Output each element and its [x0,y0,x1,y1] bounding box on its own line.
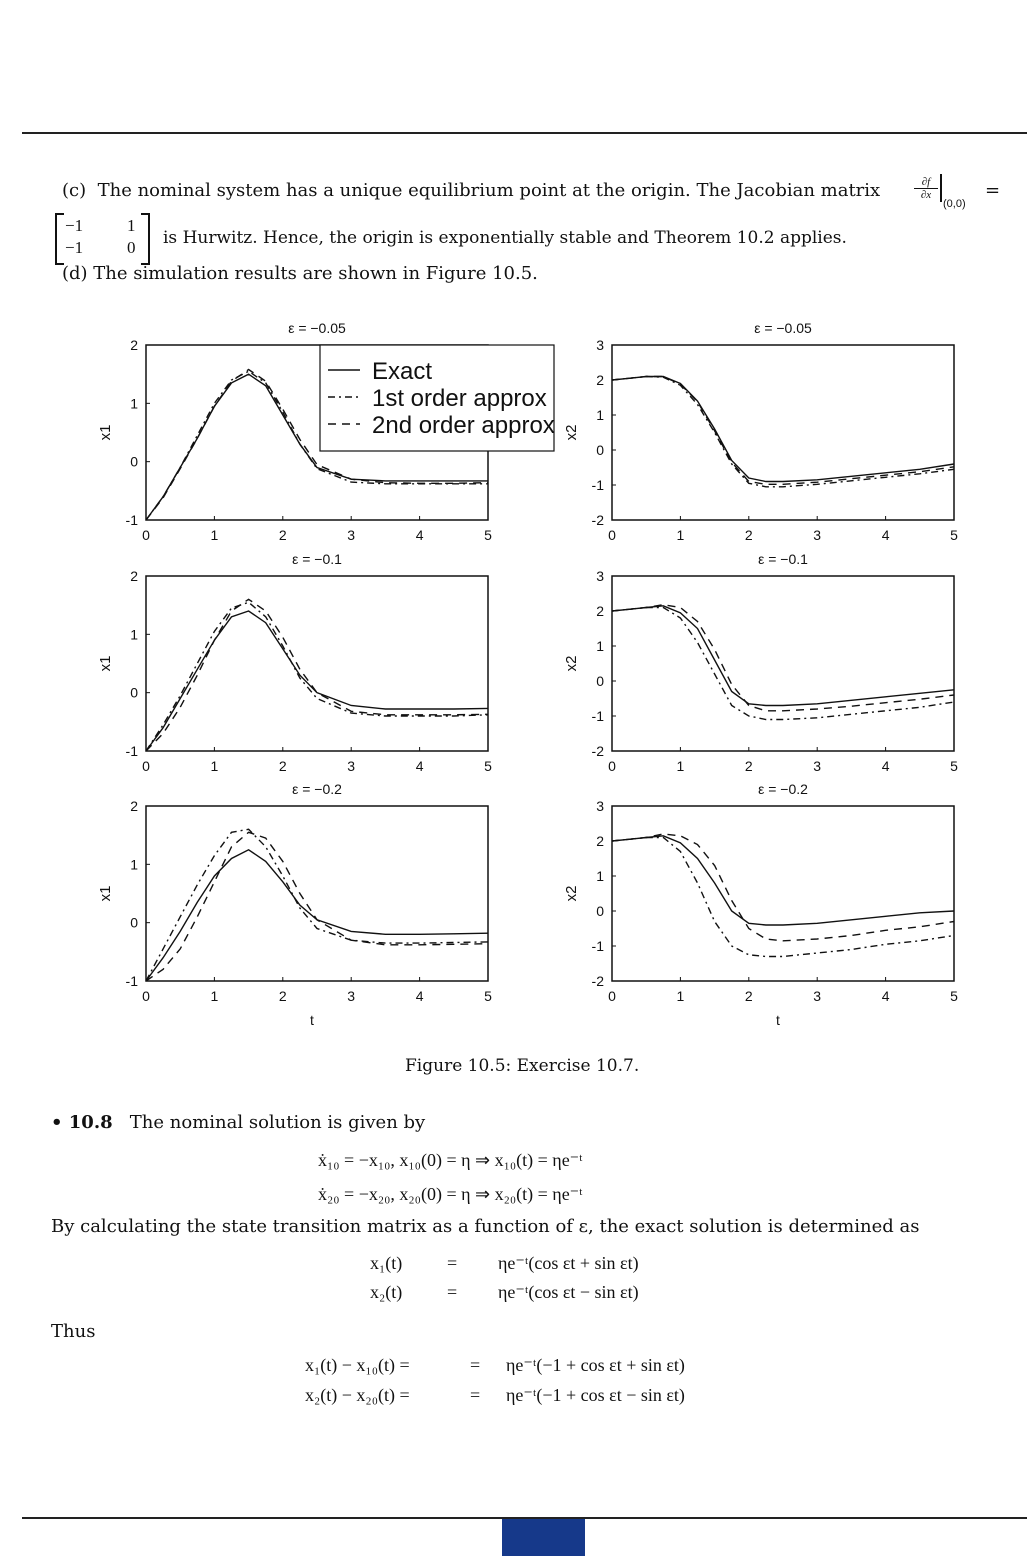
x-tick-label-r2c1-5: 5 [950,988,958,1004]
diff2-lhs: x₂(t) − x₂₀(t) = [305,1385,410,1405]
y-axis-label-r1c0: x1 [97,655,114,672]
x-tick-label-r1c0-2: 2 [278,758,287,774]
x-tick-label-r1c1-2: 2 [744,758,753,774]
jacobian-denominator: ∂x [920,189,932,201]
matrix-a22: 0 [127,238,136,257]
y-tick-label-r0c1-0: -2 [591,512,604,528]
legend-label-second: 2nd order approx [372,412,555,439]
y-tick-label-r0c0-0: -1 [125,512,138,528]
x-tick-label-r0c1-5: 5 [950,527,958,543]
y-tick-label-r1c1-2: 0 [596,673,604,689]
matrix-a21: −1 [65,238,84,257]
plot-title-r0c1: ε = −0.05 [754,320,812,336]
thus-text: Thus [51,1321,96,1342]
x-tick-label-r0c1-1: 1 [676,527,685,543]
y-axis-label-r0c0: x1 [97,424,114,441]
x-tick-label-r1c0-4: 4 [415,758,424,774]
x-tick-label-r0c1-0: 0 [608,527,616,543]
plot-frame-r1c0 [146,576,488,751]
series-line-second-r1c0 [146,599,488,751]
x-tick-label-r1c1-3: 3 [813,758,822,774]
series-line-exact-r1c0 [146,611,488,751]
x-tick-label-r1c1-4: 4 [881,758,890,774]
series-line-first-r2c1 [612,838,954,957]
x-tick-label-r2c1-0: 0 [608,988,616,1004]
series-line-second-r0c1 [612,377,954,485]
x-tick-label-r0c1-4: 4 [881,527,890,543]
x-tick-label-r2c1-4: 4 [881,988,890,1004]
x-axis-label-r2c1: t [776,1012,780,1028]
sol2-rhs: ηe⁻ᵗ(cos εt − sin εt) [498,1282,639,1302]
x-tick-label-r2c0-0: 0 [142,988,150,1004]
x-tick-label-r0c1-3: 3 [813,527,822,543]
matrix-a11: −1 [65,216,84,235]
figure-caption: Figure 10.5: Exercise 10.7. [405,1056,640,1076]
footer-page-box [502,1519,585,1556]
y-tick-label-r1c0-3: 2 [130,568,138,584]
state-transition-text: By calculating the state transition matrix as a function of ε, the exact solution is determined as [51,1216,920,1237]
x-tick-label-r1c0-1: 1 [210,758,219,774]
y-tick-label-r0c0-1: 0 [130,453,138,470]
x-tick-label-r1c1-0: 0 [608,758,616,774]
y-tick-label-r0c1-1: -1 [591,477,604,493]
x-tick-label-r2c0-3: 3 [347,988,356,1004]
y-tick-label-r2c1-1: -1 [591,938,604,954]
y-tick-label-r0c1-2: 0 [596,442,604,458]
x-tick-label-r2c1-3: 3 [813,988,822,1004]
y-tick-label-r1c1-1: -1 [591,708,604,724]
y-tick-label-r2c0-1: 0 [130,914,138,931]
legend-label-exact: Exact [372,358,433,385]
series-line-exact-r1c1 [612,606,954,706]
y-tick-label-r0c0-2: 1 [130,395,138,412]
jacobian-eval-point: (0,0) [943,198,966,210]
y-tick-label-r2c1-2: 0 [596,903,604,919]
sol1-eq: = [447,1253,458,1273]
plot-frame-r0c1 [612,345,954,520]
y-tick-label-r1c1-0: -2 [591,743,604,759]
y-tick-label-r0c1-4: 2 [596,372,604,388]
y-tick-label-r2c1-0: -2 [591,973,604,989]
x-tick-label-r0c0-5: 5 [484,527,492,543]
y-tick-label-r1c1-5: 3 [596,568,604,584]
y-tick-label-r2c0-2: 1 [130,856,138,873]
x-tick-label-r0c0-4: 4 [415,527,424,543]
exercise-label: • 10.8 [51,1112,113,1133]
plot-frame-r1c1 [612,576,954,751]
diff1-rhs: ηe⁻ᵗ(−1 + cos εt + sin εt) [506,1355,685,1375]
sol2-lhs: x₂(t) [370,1282,403,1302]
plot-title-r2c1: ε = −0.2 [758,781,808,797]
legend-label-first: 1st order approx [372,385,547,412]
x-tick-label-r2c1-1: 1 [676,988,685,1004]
y-axis-label-r2c0: x1 [97,885,114,902]
x-tick-label-r2c0-2: 2 [278,988,287,1004]
series-line-first-r2c0 [146,829,488,981]
y-tick-label-r2c0-3: 2 [130,798,138,814]
y-tick-label-r0c1-5: 3 [596,337,604,353]
y-tick-label-r0c1-3: 1 [596,407,604,423]
series-line-first-r0c1 [612,377,954,487]
y-tick-label-r1c0-0: -1 [125,743,138,759]
plot-frame-r2c1 [612,806,954,981]
series-line-exact-r2c1 [612,836,954,925]
x-tick-label-r0c0-1: 1 [210,527,219,543]
plot-frame-r2c0 [146,806,488,981]
y-tick-label-r2c0-0: -1 [125,973,138,989]
y-axis-label-r2c1: x2 [563,885,580,902]
diff1-lhs: x₁(t) − x₁₀(t) = [305,1355,410,1375]
y-tick-label-r1c1-4: 2 [596,603,604,619]
nominal-eq-2: ẋ₂₀ = −x₂₀, x₂₀(0) = η ⇒ x₂₀(t) = ηe⁻ᵗ [318,1184,583,1204]
x-tick-label-r2c0-4: 4 [415,988,424,1004]
part-c-text: The nominal system has a unique equilibrium point at the origin. The Jacobian matrix [97,180,881,201]
x-tick-label-r1c1-1: 1 [676,758,685,774]
plot-title-r0c0: ε = −0.05 [288,320,346,336]
x-tick-label-r0c1-2: 2 [744,527,753,543]
y-tick-label-r1c0-1: 0 [130,684,138,701]
diff2-rhs: ηe⁻ᵗ(−1 + cos εt − sin εt) [506,1385,685,1405]
exercise-10-8-header [51,1112,425,1134]
sol1-rhs: ηe⁻ᵗ(cos εt + sin εt) [498,1253,639,1273]
sol2-eq: = [447,1282,458,1302]
x-tick-label-r2c0-1: 1 [210,988,219,1004]
part-c-label: (c) [62,180,87,201]
x-tick-label-r1c1-5: 5 [950,758,958,774]
y-axis-label-r1c1: x2 [563,655,580,672]
diff1-eq: = [470,1355,481,1375]
series-line-first-r1c1 [612,608,954,720]
series-line-exact-r0c1 [612,377,954,482]
x-axis-label-r2c0: t [310,1012,314,1028]
nominal-eq-1: ẋ₁₀ = −x₁₀, x₁₀(0) = η ⇒ x₁₀(t) = ηe⁻ᵗ [318,1150,583,1170]
y-tick-label-r2c1-3: 1 [596,868,604,884]
plot-title-r2c0: ε = −0.2 [292,781,342,797]
jacobian-numerator: ∂f [914,176,938,189]
x-tick-label-r2c0-5: 5 [484,988,492,1004]
x-tick-label-r1c0-5: 5 [484,758,492,774]
plot-title-r1c1: ε = −0.1 [758,551,808,567]
matrix-a12: 1 [127,216,136,235]
y-axis-label-r0c1: x2 [563,424,580,441]
series-line-second-r2c0 [146,832,488,981]
equals-sign: = [985,180,1001,201]
x-tick-label-r1c0-0: 0 [142,758,150,774]
part-d-text: (d) The simulation results are shown in Figure 10.5. [62,263,538,284]
y-tick-label-r2c1-5: 3 [596,798,604,814]
x-tick-label-r0c0-2: 2 [278,527,287,543]
y-tick-label-r1c1-3: 1 [596,638,604,654]
y-tick-label-r2c1-4: 2 [596,833,604,849]
x-tick-label-r0c0-3: 3 [347,527,356,543]
x-tick-label-r1c0-3: 3 [347,758,356,774]
exercise-intro: The nominal solution is given by [129,1112,426,1133]
plot-title-r1c0: ε = −0.1 [292,551,342,567]
y-tick-label-r1c0-2: 1 [130,626,138,643]
y-tick-label-r0c0-3: 2 [130,337,138,353]
diff2-eq: = [470,1385,481,1405]
x-tick-label-r0c0-0: 0 [142,527,150,543]
x-tick-label-r2c1-2: 2 [744,988,753,1004]
sol1-lhs: x₁(t) [370,1253,403,1273]
hurwitz-text: is Hurwitz. Hence, the origin is exponentially stable and Theorem 10.2 applies. [163,228,847,248]
